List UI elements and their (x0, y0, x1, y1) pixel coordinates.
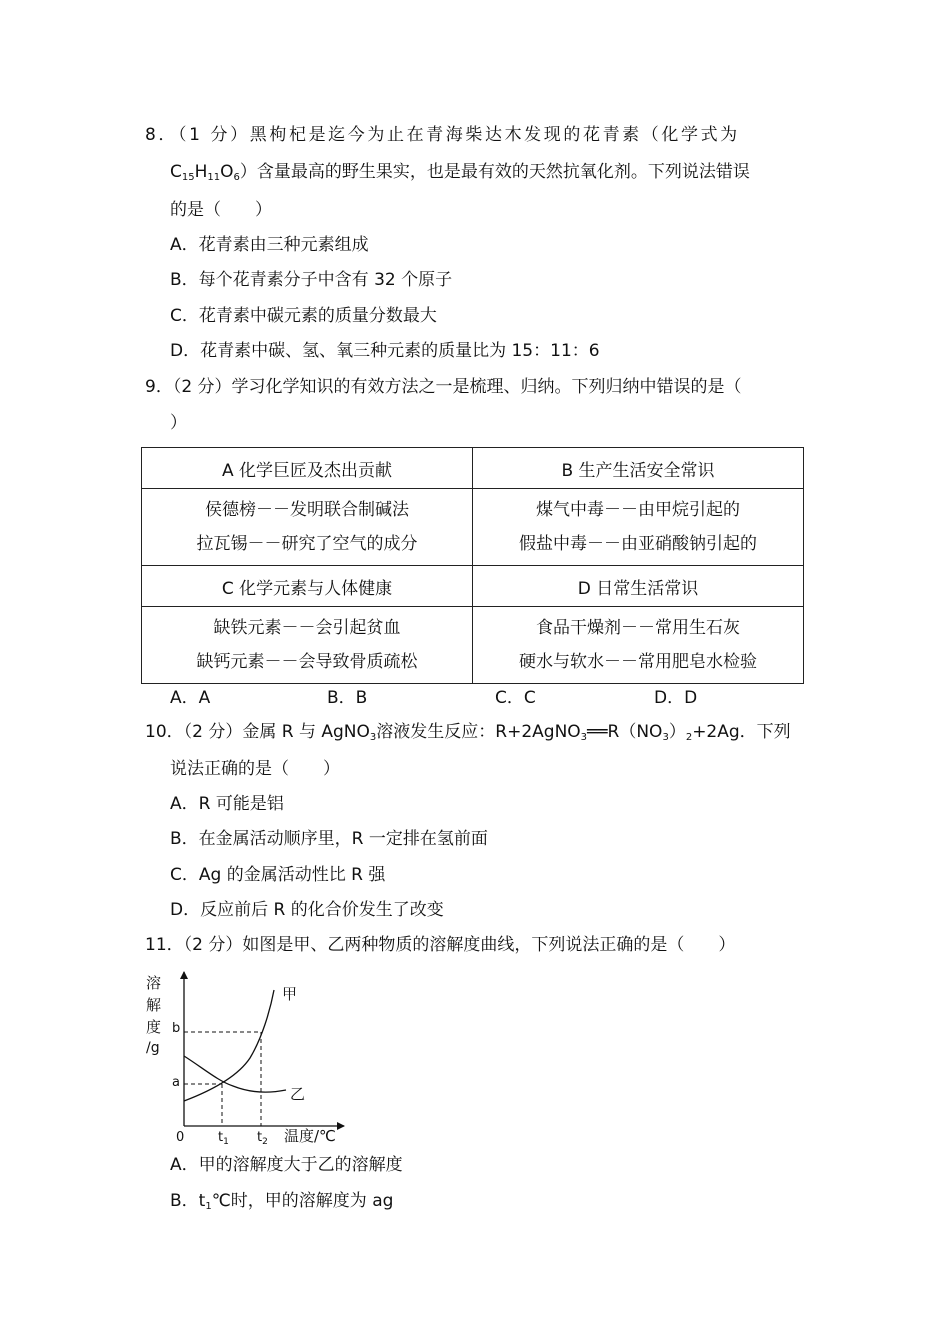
table-cell-a-items (142, 489, 473, 566)
q11-option-a[interactable]: A．甲的溶解度大于乙的溶解度 (170, 1155, 403, 1175)
q9-number: 9． (145, 377, 173, 397)
table-cell-c-title: C 化学元素与人体健康 (142, 566, 473, 607)
q8-option-b[interactable]: B．每个花青素分子中含有 32 个原子 (170, 270, 453, 290)
q8-number: 8． (145, 125, 179, 145)
q9-option-c[interactable]: C．C (495, 688, 536, 708)
q8-line2 (170, 160, 750, 184)
q11-stem: （2 分）如图是甲、乙两种物质的溶解度曲线，下列说法正确的是（ ） (183, 935, 736, 955)
x-tick-t2: $t_2$ (257, 1130, 268, 1147)
q9-option-a[interactable]: A．A (170, 688, 211, 708)
q9-line1 (145, 375, 742, 399)
y-tick-a: a (172, 1075, 180, 1090)
q10-option-a[interactable]: A．R 可能是铝 (170, 794, 284, 814)
q10-number: 10． (145, 722, 184, 742)
origin-label: 0 (176, 1130, 185, 1145)
q11-number: 11． (145, 935, 184, 955)
table-item: 食品干燥剂－－常用生石灰 (536, 618, 740, 638)
q10-option-d[interactable]: D．反应前后 R 的化合价发生了改变 (170, 900, 444, 920)
y-tick-b: b (172, 1021, 181, 1036)
q8-option-a[interactable]: A．花青素由三种元素组成 (170, 235, 369, 255)
x-tick-t1: $t_1$ (218, 1130, 229, 1147)
q11-line1 (145, 933, 735, 957)
q8-score: （1 分） (178, 125, 250, 145)
q9-stem2: ） (170, 413, 187, 433)
q9-knowledge-table (141, 447, 804, 684)
y-axis-label-char: /g (146, 1040, 160, 1056)
q9-stem1: （2 分）学习化学知识的有效方法之一是梳理、归纳。下列归纳中错误的是（ (172, 377, 742, 397)
q8-stem1: 黑枸杞是迄今为止在青海柴达木发现的花青素（化学式为 (249, 125, 740, 145)
q10-stem2: 说法正确的是（ ） (170, 759, 340, 779)
q10-equation: （2 分）金属 R 与 AgNO$_3$溶液发生反应：$R+2AgNO_3══R(NO_3)_2+2Ag$．下列 (183, 722, 791, 743)
q10-option-b[interactable]: B．在金属活动顺序里，R 一定排在氢前面 (170, 829, 488, 849)
q8-option-c[interactable]: C．花青素中碳元素的质量分数最大 (170, 306, 437, 326)
y-axis-label-char: 溶 (146, 974, 162, 992)
table-item: 假盐中毒－－由亚硝酸钠引起的 (519, 534, 757, 554)
table-cell-a-title: A 化学巨匠及杰出贡献 (142, 448, 473, 489)
table-item: 缺铁元素－－会引起贫血 (213, 618, 401, 638)
table-cell-d-items (473, 607, 804, 684)
q11-option-b[interactable]: B．$t_1℃$时，甲的溶解度为 ag (170, 1191, 394, 1212)
solubility-curve-figure (138, 966, 348, 1148)
table-cell-c-items (142, 607, 473, 684)
q9-option-d[interactable]: D．D (654, 688, 698, 708)
y-axis-label-char: 解 (146, 996, 162, 1014)
series-label-yi: 乙 (290, 1085, 306, 1103)
q8-stem2: ）含量最高的野生果实，也是最有效的天然抗氧化剂。下列说法错误 (239, 162, 750, 182)
q8-option-d[interactable]: D．花青素中碳、氢、氧三种元素的质量比为 15：11：6 (170, 341, 600, 361)
q10-line1 (145, 720, 791, 744)
table-item: 煤气中毒－－由甲烷引起的 (536, 500, 740, 520)
table-item: 硬水与软水－－常用肥皂水检验 (519, 652, 757, 672)
table-item: 侯德榜－－发明联合制碱法 (205, 500, 409, 520)
table-cell-d-title: D 日常生活常识 (473, 566, 804, 607)
q8-line1 (145, 123, 740, 147)
q10-option-c[interactable]: C．Ag 的金属活动性比 R 强 (170, 865, 386, 885)
q8-stem3: 的是（ ） (170, 200, 272, 220)
table-item: 缺钙元素－－会导致骨质疏松 (196, 652, 418, 672)
y-axis-label-char: 度 (146, 1018, 162, 1036)
table-cell-b-items (473, 489, 804, 566)
q9-option-b[interactable]: B．B (327, 688, 368, 708)
series-label-jia: 甲 (282, 985, 298, 1003)
table-cell-b-title: B 生产生活安全常识 (473, 448, 804, 489)
x-axis-label: 温度/℃ (284, 1127, 336, 1145)
q8-formula: $C_{15}H_{11}O_6$ (170, 162, 240, 183)
table-item: 拉瓦锡－－研究了空气的成分 (196, 534, 418, 554)
